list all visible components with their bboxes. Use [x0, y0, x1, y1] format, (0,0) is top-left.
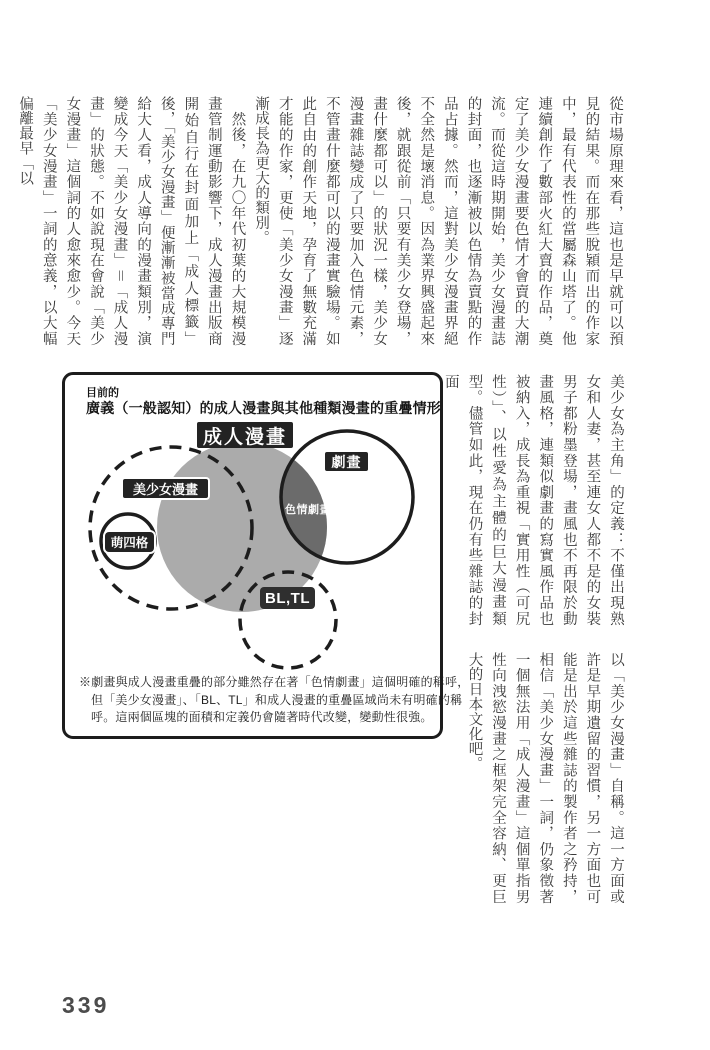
main-text-right-upper: 美少女為主角」的定義：不僅出現熟女和人妻，甚至連女人都不是的女裝男子都粉墨登場，畫風也不再限於動畫風格，連類似劇畫的寫實風作品也被納入，成長為重視「實用性（可尻性）」、以性愛為主體的巨大漫畫類型。儘管如此，現在仍有些雜誌的封面 — [442, 374, 624, 626]
paragraph-1: 從市場原理來看，這也是早就可以預見的結果。而在那些脫穎而出的作家中，最有代表性的當屬森山塔了。他連續創作了數部火紅大賣的作品，奠定了美少女漫畫要色情才會賣的大潮流。而從這時期開始，美少女漫畫誌的封面，也逐漸被以色情為賣點的作品占據。然而，這對美少女漫畫界絕不全然是壞消息。因為業界興盛起來後，就跟從前「只要有美少女登場，畫什麼都可以」的狀況一樣，美少女漫畫雜誌變成了只要加入色情元素，不管畫什麼都可以的漫畫實驗場。如此自由的創作天地，孕育了無數充滿才能的作家，更使「美少女漫畫」逐漸成長為更大的類別。 — [253, 96, 623, 346]
label-adult-manga: 成人漫畫 — [197, 422, 293, 448]
page-number: 339 — [62, 992, 110, 1018]
label-gekiga: 劇畫 — [325, 452, 368, 471]
footnote-line: 但「美少女漫畫」、「BL、TL」和成人漫畫的重疊區域尚未有明確的稱 — [91, 692, 463, 707]
paragraph-2: 然後，在九〇年代初葉的大規模漫畫管制運動影響下，成人漫畫出版商開始自行在封面加上「成人標籤」後，「美少女漫畫」便漸漸被當成專門給大人看，成人導向的漫畫類別，演變成今天「美少女漫畫」＝「成人漫畫」的狀態。不如說現在會說「美少女漫畫」這個詞的人愈來愈少。今天「美少女漫畫」一詞的意義，以大幅偏離最早「以 — [17, 96, 246, 346]
diagram-title: 廣義（一般認知）的成人漫畫與其他種類漫畫的重疊情形 — [86, 400, 441, 416]
main-text-right-lower: 以「美少女漫畫」自稱。這一方面或許是早期遺留的習慣，另一方面也可能是出於這些雜誌的製作者之矜持，相信「美少女漫畫」一詞，仍象徵著一個無法用「成人漫畫」這個單指男性向洩慾漫畫之框架完全容納、更巨大的日本文化吧。 — [466, 652, 624, 904]
diagram-kicker: 目前的 — [86, 387, 119, 399]
label-moe-4koma: 萌四格 — [105, 532, 154, 552]
footnote-line: ※劇畫與成人漫畫重疊的部分雖然存在著「色情劇畫」這個明確的稱呼， — [79, 675, 470, 689]
main-text-top — [17, 96, 626, 346]
venn-diagram-box — [62, 372, 470, 739]
footnote-line: 呼。這兩個區塊的面積和定義仍會隨著時代改變，變動性很強。 — [91, 710, 433, 724]
label-ero-gekiga: 色情劇畫 — [285, 503, 331, 516]
label-bl-tl: BL,TL — [260, 587, 315, 609]
diagram-footnote — [79, 674, 470, 727]
label-bishoujo: 美少女漫畫 — [123, 479, 208, 498]
